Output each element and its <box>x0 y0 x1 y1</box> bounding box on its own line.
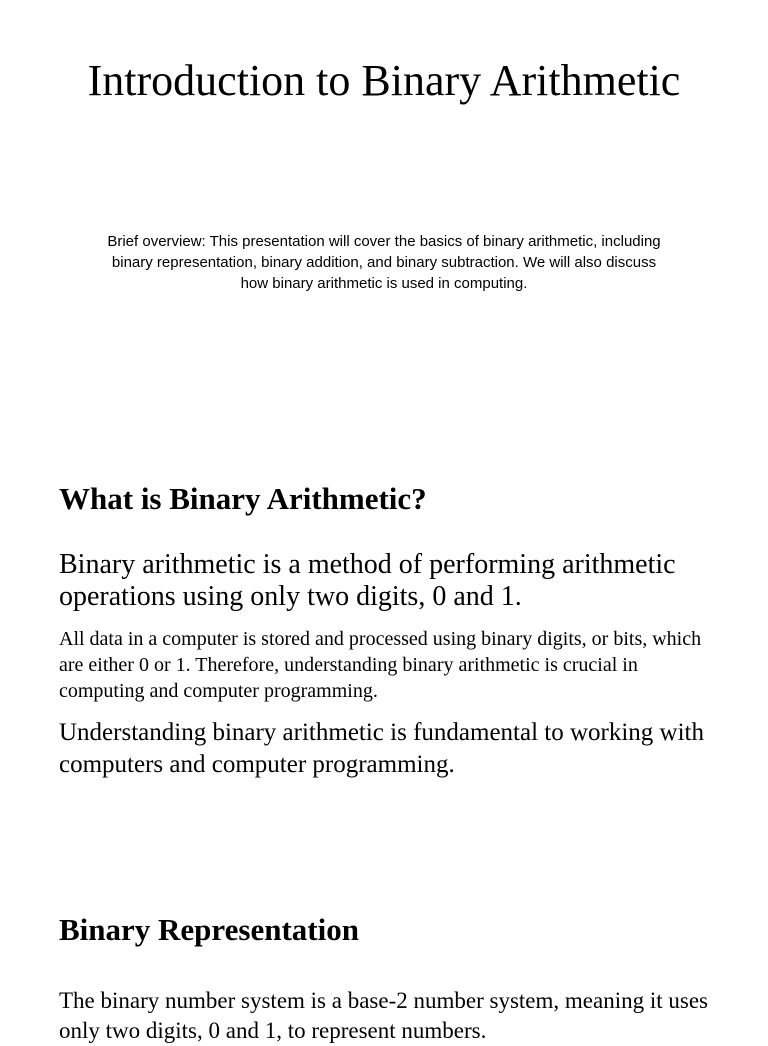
section-heading-what-is-binary: What is Binary Arithmetic? <box>59 481 427 516</box>
slide-title: Introduction to Binary Arithmetic <box>87 56 681 105</box>
overview-text: Brief overview: This presentation will cover the basics of binary arithmetic, including binary representation, binary addition, and binary subtraction. We will also discuss how binary arithmetic is used in computing. <box>107 233 661 292</box>
bits-explanation-paragraph: All data in a computer is stored and processed using binary digits, or bits, which are either 0 or 1. Therefore, understanding binary arithmetic is crucial in computing and computer programming. <box>59 628 702 702</box>
section-heading-binary-representation: Binary Representation <box>59 912 359 947</box>
importance-paragraph: Understanding binary arithmetic is fundamental to working with computers and computer programming. <box>59 719 704 778</box>
binary-definition-paragraph: Binary arithmetic is a method of performing arithmetic operations using only two digits, 0 and 1. <box>59 549 676 612</box>
binary-representation-paragraph: The binary number system is a base-2 number system, meaning it uses only two digits, 0 and 1, to represent numbers. <box>59 988 708 1043</box>
